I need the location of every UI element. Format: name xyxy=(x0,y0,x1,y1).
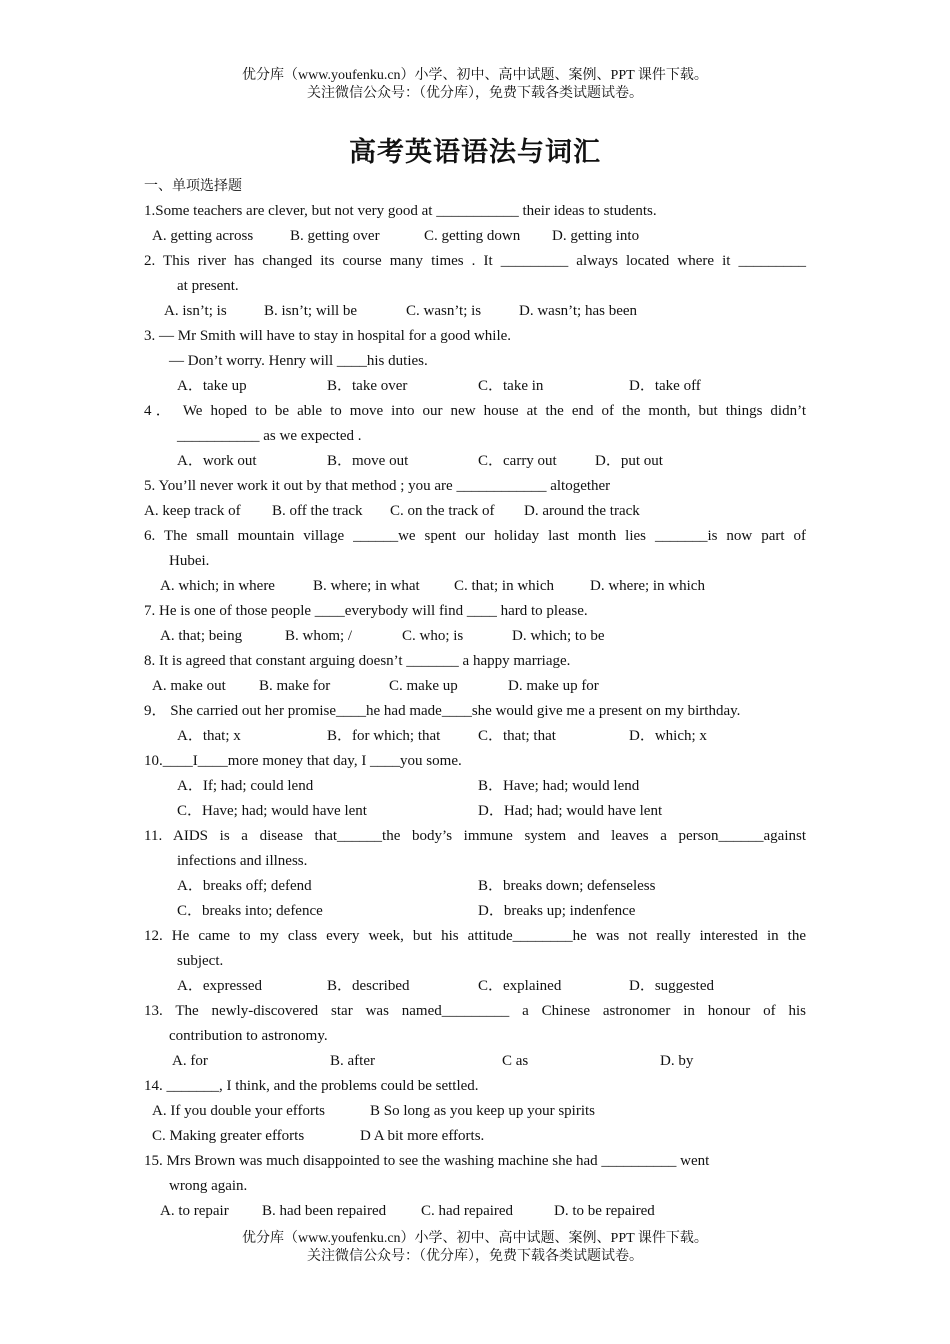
question-text: 3. — Mr Smith will have to stay in hospital for a good while. xyxy=(144,328,512,344)
question-continuation: Hubei. xyxy=(169,553,210,569)
option-row xyxy=(144,724,806,749)
question-text: 1.Some teachers are clever, but not very good at ___________ their ideas to students. xyxy=(144,203,657,219)
answer-option: C. that; in which xyxy=(454,578,554,594)
question-text: 12. He came to my class every week, but his attitude________he was not really interested in the xyxy=(144,928,806,944)
answer-option: C. wasn’t; is xyxy=(406,303,482,319)
question-continuation: ___________ as we expected . xyxy=(177,428,362,444)
answer-option: A. getting across xyxy=(152,228,254,244)
answer-option: D. which; to be xyxy=(512,628,605,644)
answer-option: B. had been repaired xyxy=(262,1203,387,1219)
page-title: 高考英语语法与词汇 xyxy=(349,137,601,168)
question-text: 4． We hoped to be able to move into our new house at the end of the month, but things didn’t xyxy=(144,403,806,419)
answer-option: C．Have; had; would have lent xyxy=(177,803,367,819)
answer-option: A. make out xyxy=(152,678,226,694)
answer-option: A．breaks off; defend xyxy=(177,878,312,894)
answer-option: B. isn’t; will be xyxy=(264,303,358,319)
answer-option: C．breaks into; defence xyxy=(177,903,323,919)
answer-option: A. which; in where xyxy=(160,578,275,594)
answer-option: D．Had; had; would have lent xyxy=(478,803,663,819)
answer-option: B. getting over xyxy=(290,228,380,244)
answer-option: D. make up for xyxy=(508,678,599,694)
question-continuation: at present. xyxy=(177,278,239,294)
answer-option: C．carry out xyxy=(478,453,557,469)
question-text: 6. The small mountain village ______we spent our holiday last month lies _______is now part of xyxy=(144,528,806,544)
question-text: 13. The newly-discovered star was named_________ a Chinese astronomer in honour of his xyxy=(144,1003,806,1019)
option-row xyxy=(144,874,806,899)
answer-option: A. that; being xyxy=(160,628,243,644)
answer-option: A．that; x xyxy=(177,728,241,744)
option-row xyxy=(144,1099,806,1124)
answer-option: D. around the track xyxy=(524,503,640,519)
question-text: 9． She carried out her promise____he had made____she would give me a present on my birthday. xyxy=(144,703,741,719)
answer-option: B. off the track xyxy=(272,503,363,519)
answer-option: A．work out xyxy=(177,453,257,469)
question-text: 2. This river has changed its course many times . It _________ always located where it _________ xyxy=(144,253,806,269)
footer-line-1: 优分库（www.youfenku.cn）小学、初中、高中试题、案例、PPT 课件下载。 xyxy=(242,1231,708,1246)
page-header xyxy=(0,67,950,103)
answer-option: C as xyxy=(502,1053,529,1069)
answer-option: B. whom; / xyxy=(285,628,353,644)
option-row xyxy=(144,974,806,999)
answer-option: C. on the track of xyxy=(390,503,495,519)
option-row xyxy=(144,674,806,699)
answer-option: D．take off xyxy=(629,378,701,394)
header-line-2: 关注微信公众号：（优分库），免费下载各类试题试卷。 xyxy=(307,86,643,101)
question-list xyxy=(144,174,806,1224)
answer-option: A．If; had; could lend xyxy=(177,778,314,794)
answer-option: D．put out xyxy=(595,453,663,469)
answer-option: A. to repair xyxy=(160,1203,229,1219)
option-row xyxy=(144,224,806,249)
answer-option: B．Have; had; would lend xyxy=(478,778,640,794)
answer-option: C. who; is xyxy=(402,628,464,644)
page-footer xyxy=(0,1230,950,1266)
answer-option: D. to be repaired xyxy=(554,1203,655,1219)
question-continuation: — Don’t worry. Henry will ____his duties. xyxy=(169,353,428,369)
question-text: 14. _______, I think, and the problems could be settled. xyxy=(144,1078,479,1094)
question-text: 5. You’ll never work it out by that method ; you are ____________ altogether xyxy=(144,478,611,494)
answer-option: A. keep track of xyxy=(144,503,241,519)
option-row xyxy=(144,899,806,924)
question-text: 7. He is one of those people ____everybody will find ____ hard to please. xyxy=(144,603,588,619)
answer-option: D. getting into xyxy=(552,228,640,244)
answer-option: B．for which; that xyxy=(327,728,441,744)
answer-option: B．take over xyxy=(327,378,408,394)
option-row xyxy=(144,774,806,799)
answer-option: B. where; in what xyxy=(313,578,420,594)
answer-option: B．described xyxy=(327,978,410,994)
option-row xyxy=(144,1049,806,1074)
option-row xyxy=(144,624,806,649)
answer-option: C. had repaired xyxy=(421,1203,514,1219)
answer-option: B．move out xyxy=(327,453,409,469)
option-row xyxy=(144,374,806,399)
option-row xyxy=(144,499,806,524)
answer-option: C．explained xyxy=(478,978,562,994)
answer-option: C．take in xyxy=(478,378,544,394)
answer-option: A. If you double your efforts xyxy=(152,1103,326,1119)
answer-option: B．breaks down; defenseless xyxy=(478,878,656,894)
answer-option: C．that; that xyxy=(478,728,556,744)
question-continuation: infections and illness. xyxy=(177,853,308,869)
answer-option: C. Making greater efforts xyxy=(152,1128,305,1144)
question-continuation: contribution to astronomy. xyxy=(169,1028,328,1044)
option-row xyxy=(144,1124,806,1149)
answer-option: A. for xyxy=(172,1053,208,1069)
answer-option: D．breaks up; indenfence xyxy=(478,903,636,919)
answer-option: B. after xyxy=(330,1053,375,1069)
option-row xyxy=(144,1199,806,1224)
option-row xyxy=(144,574,806,599)
question-continuation: subject. xyxy=(177,953,224,969)
option-row xyxy=(144,449,806,474)
answer-option: D. where; in which xyxy=(590,578,705,594)
answer-option: D. wasn’t; has been xyxy=(519,303,638,319)
question-text: 8. It is agreed that constant arguing doesn’t _______ a happy marriage. xyxy=(144,653,571,669)
option-row xyxy=(144,799,806,824)
answer-option: A. isn’t; is xyxy=(164,303,227,319)
option-row xyxy=(144,299,806,324)
answer-option: C. getting down xyxy=(424,228,521,244)
answer-option: A．take up xyxy=(177,378,247,394)
question-text: 15. Mrs Brown was much disappointed to see the washing machine she had __________ went xyxy=(144,1153,710,1169)
answer-option: C. make up xyxy=(389,678,458,694)
header-line-1: 优分库（www.youfenku.cn）小学、初中、高中试题、案例、PPT 课件下载。 xyxy=(242,68,708,83)
answer-option: A．expressed xyxy=(177,978,262,994)
answer-option: D A bit more efforts. xyxy=(360,1128,485,1144)
question-continuation: wrong again. xyxy=(169,1178,248,1194)
answer-option: D. by xyxy=(660,1053,694,1069)
question-text: 11. AIDS is a disease that______the body’s immune system and leaves a person______against xyxy=(144,828,806,844)
answer-option: D．suggested xyxy=(629,978,714,994)
answer-option: B. make for xyxy=(259,678,331,694)
footer-line-2: 关注微信公众号：（优分库），免费下载各类试题试卷。 xyxy=(307,1249,643,1264)
section-heading: 一、单项选择题 xyxy=(144,179,242,194)
question-text: 10.____I____more money that day, I ____you some. xyxy=(144,753,462,769)
answer-option: D．which; x xyxy=(629,728,707,744)
answer-option: B So long as you keep up your spirits xyxy=(370,1103,595,1119)
